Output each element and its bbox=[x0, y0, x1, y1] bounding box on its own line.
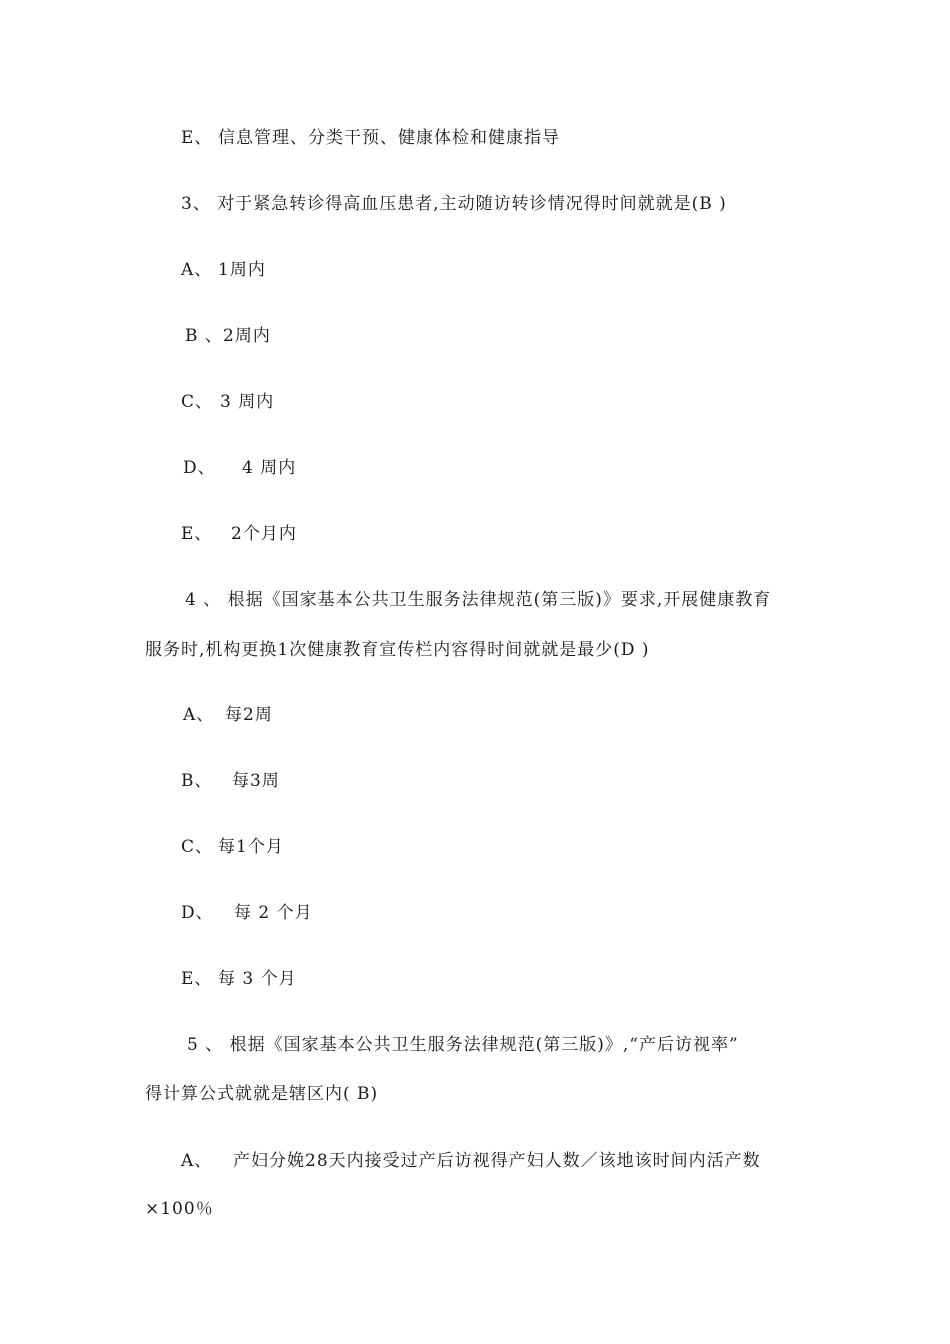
option-label: B、 bbox=[181, 771, 213, 791]
q4-option-b bbox=[181, 770, 280, 792]
q3-question: 3、 对于紧急转诊得高血压患者,主动随访转诊情况得时间就就是(B ) bbox=[181, 194, 727, 214]
q5-question-line1: 5 、 根据《国家基本公共卫生服务法律规范(第三版)》,“产后访视率” bbox=[187, 1035, 739, 1055]
q4-option-e bbox=[181, 968, 297, 990]
option-text: 1周内 bbox=[218, 260, 266, 280]
q3-option-e bbox=[181, 523, 297, 545]
option-text: 产妇分娩28天内接受过产后访视得产妇人数／该地该时间内活产数 bbox=[233, 1151, 761, 1171]
q5-question-line2: 得计算公式就就是辖区内( B) bbox=[145, 1084, 379, 1104]
option-label: E、 bbox=[181, 524, 213, 544]
option-text: 3 周内 bbox=[220, 392, 275, 412]
option-label: B 、 bbox=[185, 326, 223, 346]
option-label: E、 bbox=[181, 128, 213, 148]
option-text: 每 3 个月 bbox=[218, 969, 297, 989]
q3-option-c bbox=[181, 391, 274, 413]
option-text: 2周内 bbox=[223, 326, 271, 346]
option-text: 每1个月 bbox=[218, 837, 284, 857]
q5-option-a-continuation: ×100％ bbox=[145, 1199, 214, 1219]
q3-option-d bbox=[183, 457, 296, 479]
option-label: A、 bbox=[181, 260, 213, 280]
q4-option-d bbox=[181, 902, 313, 924]
option-label: A、 bbox=[183, 705, 215, 725]
option-label: E、 bbox=[181, 969, 213, 989]
option-text: 信息管理、分类干预、健康体检和健康指导 bbox=[218, 128, 560, 148]
q2-option-e bbox=[181, 127, 560, 149]
q3-option-a bbox=[181, 259, 266, 281]
option-text: 每2周 bbox=[225, 705, 273, 725]
option-text: 每 2 个月 bbox=[234, 903, 313, 923]
q4-question-line1: 4 、 根据《国家基本公共卫生服务法律规范(第三版)》要求,开展健康教育 bbox=[185, 590, 772, 610]
option-label: C、 bbox=[181, 392, 214, 412]
option-text: 2个月内 bbox=[231, 524, 297, 544]
option-text: 每3周 bbox=[232, 771, 280, 791]
q4-option-c bbox=[181, 836, 284, 858]
option-label: A、 bbox=[181, 1151, 213, 1171]
option-text: 4 周内 bbox=[242, 458, 297, 478]
q3-option-b bbox=[185, 325, 271, 347]
q4-option-a bbox=[183, 704, 273, 726]
option-label: C、 bbox=[181, 837, 214, 857]
q4-question-line2: 服务时,机构更换1次健康教育宣传栏内容得时间就就是最少(D ) bbox=[145, 640, 650, 660]
option-label: D、 bbox=[181, 903, 214, 923]
q5-option-a bbox=[181, 1150, 761, 1172]
option-label: D、 bbox=[183, 458, 216, 478]
